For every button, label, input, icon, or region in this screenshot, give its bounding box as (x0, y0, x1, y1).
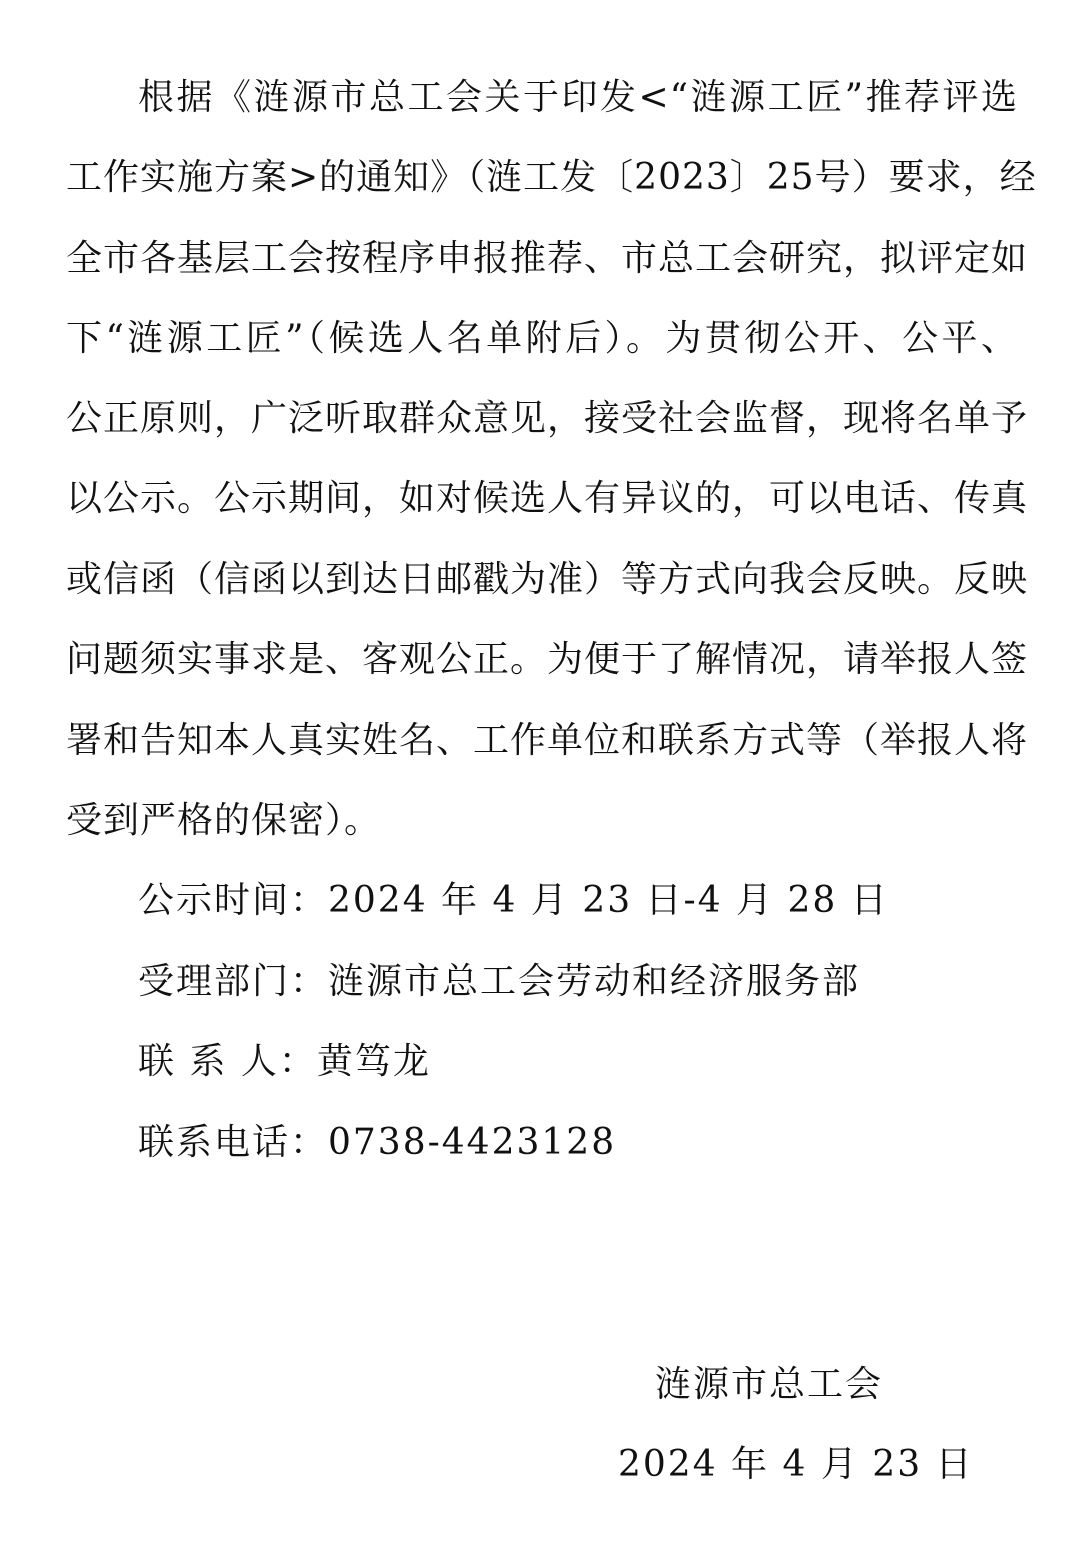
paragraph-line-8: 问题须实事求是、客观公正。为便于了解情况，请举报人签 (66, 639, 1029, 680)
paragraph-line-6: 以公示。公示期间，如对候选人有异议的，可以电话、传真 (66, 478, 1029, 519)
contact-person: 联 系 人：黄笃龙 (138, 1041, 431, 1082)
contact-phone: 联系电话：0738-4423128 (138, 1122, 617, 1163)
paragraph-line-2: 工作实施方案>的通知》（涟工发〔2023〕25号）要求，经 (66, 157, 1037, 198)
paragraph-line-1: 根据《涟源市总工会关于印发<“涟源工匠”推荐评选 (138, 77, 1018, 118)
paragraph-line-10: 受到严格的保密）。 (66, 800, 382, 841)
paragraph-line-4: 下“涟源工匠”（候选人名单附后）。为贯彻公开、公平、 (66, 318, 1018, 359)
paragraph-line-9: 署和告知本人真实姓名、工作单位和联系方式等（举报人将 (66, 720, 1029, 761)
signature-date: 2024 年 4 月 23 日 (618, 1444, 974, 1485)
signature-organization: 涟源市总工会 (655, 1364, 884, 1405)
publicity-period: 公示时间：2024 年 4 月 23 日-4 月 28 日 (138, 880, 889, 921)
paragraph-line-3: 全市各基层工会按程序申报推荐、市总工会研究，拟评定如 (66, 238, 1029, 279)
paragraph-line-5: 公正原则，广泛听取群众意见，接受社会监督，现将名单予 (66, 398, 1029, 439)
paragraph-line-7: 或信函（信函以到达日邮戳为准）等方式向我会反映。反映 (66, 559, 1029, 600)
accepting-department: 受理部门：涟源市总工会劳动和经济服务部 (138, 961, 861, 1002)
